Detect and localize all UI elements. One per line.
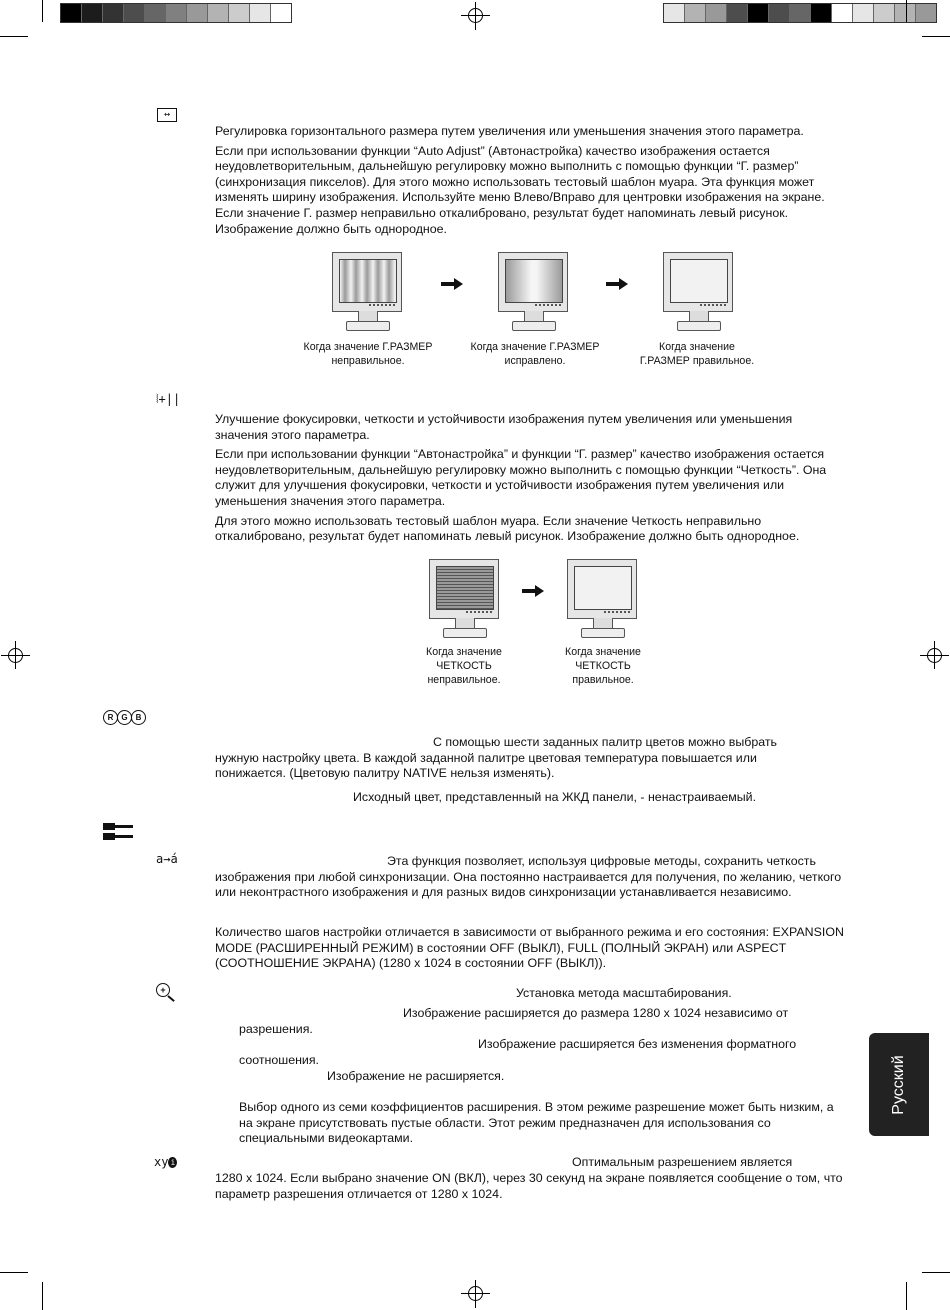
color-swatch — [874, 4, 895, 22]
color-swatch — [706, 4, 727, 22]
color-swatch — [187, 4, 208, 22]
sharp2-paragraph-1: Эта функция позволяет, используя цифровые методы, сохранить четкость изображения при любой синхронизации. Она постоянно настраивается для получения, по желанию, четкого или неконтрастного изображения и для разных видов синхронизации устанавливается независимо. — [215, 854, 842, 900]
monitor-sharpness-incorrect — [429, 559, 499, 641]
color-swatch — [103, 4, 124, 22]
color-swatch — [82, 4, 103, 22]
arrow-icon — [606, 278, 628, 290]
sharp2-paragraph-2: Количество шагов настройки отличается в зависимости от выбранного режима и его состояния: EXPANSION MODE (РАСШИРЕННЫЙ РЕЖИМ) в состоянии OFF (ВЫКЛ), FULL (ПОЛНЫЙ ЭКРАН) или ASPECT (СООТНОШЕНИЕ ЭКРАНА) (1280 x 1024 в состоянии OFF (ВЫКЛ)). — [215, 925, 844, 971]
color-swatch — [790, 4, 811, 22]
color-swatch — [685, 4, 706, 22]
expansion-line-1: Установка метода масштабирования. — [516, 986, 732, 1000]
color-swatch — [61, 4, 82, 22]
caption-hsize-correct: Когда значение Г.РАЗМЕР правильное. — [639, 341, 755, 367]
color-swatch — [208, 4, 229, 22]
expansion-full-b: разрешения. — [239, 1022, 313, 1036]
hsize-paragraph-2: Если при использовании функции “Auto Adjust” (Автонастройка) качество изображения остается неудовлетворительным, дальнейшую регулировку можно выполнить с помощью функции “Г. размер” (синхронизация пикселов). Для этого можно использовать тестовый шаблон муара. Эта функция может изменять ширину изображения. Используйте меню Влево/Вправо для центровки изображения на экране. Если значение Г. размер неправильно откалибровано, результат будет напоминать левый рисунок. Изображение должно быть однородное. — [215, 143, 825, 236]
color-swatch — [124, 4, 145, 22]
color-swatch — [166, 4, 187, 22]
language-tab — [869, 1033, 929, 1136]
expansion-custom: Выбор одного из семи коэффициентов расширения. В этом режиме разрешение может быть низким, а на экране присутствовать пустые области. Этот режим предназначен для использования со специальными видеокартами. — [239, 1100, 834, 1146]
horizontal-size-icon: ↔ — [157, 108, 177, 122]
caption-sharpness-incorrect: Когда значение ЧЕТКОСТЬ неправильное. — [426, 646, 502, 686]
fine-icon: ⦚+|| — [156, 392, 181, 406]
arrow-icon — [441, 278, 463, 290]
grayscale-bar-left — [60, 3, 292, 23]
color-swatch — [916, 4, 936, 22]
color-swatch — [769, 4, 790, 22]
color-swatch — [229, 4, 250, 22]
expansion-aspect-a: Изображение расширяется без изменения форматного — [478, 1037, 797, 1051]
hsize-text — [215, 124, 845, 237]
expansion-icon: + — [156, 983, 178, 1001]
rgb-icon: R G B — [103, 710, 146, 724]
hsize-paragraph-1: Регулировка горизонтального размера путем увеличения или уменьшения значения этого параметра. — [215, 124, 804, 138]
resolution-line-1: Оптимальным разрешением является — [572, 1155, 793, 1169]
tools-icon — [103, 821, 133, 843]
arrow-icon — [522, 585, 544, 597]
resolution-notifier-icon: xy i — [154, 1155, 177, 1169]
expansion-aspect-b: соотношения. — [239, 1053, 320, 1067]
sharpness-text — [215, 412, 847, 545]
sharpness-paragraph-3: Для этого можно использовать тестовый шаблон муара. Если значение Четкость неправильно откалибровано, результат будет напоминать левый рисунок. Изображение должно быть однородное. — [215, 513, 800, 544]
caption-sharpness-correct: Когда значение ЧЕТКОСТЬ правильное. — [565, 646, 641, 686]
resolution-paragraph: 1280 x 1024. Если выбрано значение ON (ВКЛ), через 30 секунд на экране появляется сообщение о том, что параметр разрешения отличается от 1280 x 1024. — [215, 1171, 843, 1201]
color-swatch — [727, 4, 748, 22]
caption-hsize-incorrect: Когда значение Г.РАЗМЕР неправильное. — [303, 341, 433, 367]
color-paragraph-2: Исходный цвет, представленный на ЖКД панели, - ненастраиваемый. — [353, 790, 757, 804]
color-swatch — [811, 4, 832, 22]
color-swatch — [145, 4, 166, 22]
monitor-hsize-correct — [663, 252, 733, 334]
color-swatch — [748, 4, 769, 22]
expansion-full-a: Изображение расширяется до размера 1280 x 1024 независимо от — [403, 1006, 789, 1020]
monitor-hsize-incorrect — [332, 252, 402, 334]
color-swatch — [250, 4, 271, 22]
sharpness-icon: a→á — [156, 852, 178, 866]
expansion-off: Изображение не расширяется. — [327, 1069, 505, 1083]
sharpness-paragraph-2: Если при использовании функции “Автонастройка” и функции “Г. размер” качество изображения остается неудовлетворительным, дальнейшую регулировку можно выполнить с помощью функции “Четкость”. Она служит для улучшения фокусировки, четкости и устойчивости изображения путем увеличения или уменьшения значения этого параметра. — [215, 447, 827, 508]
color-paragraph-1: С помощью шести заданных палитр цветов можно выбрать нужную настройку цвета. В каждой заданной палитре цветовая температура повышается или понижается. (Цветовую палитру NATIVE нельзя изменять). — [215, 735, 777, 781]
monitor-sharpness-correct — [567, 559, 637, 641]
color-swatch — [664, 4, 685, 22]
grayscale-bar-right — [663, 3, 937, 23]
color-swatch — [832, 4, 853, 22]
sharpness-paragraph-1: Улучшение фокусировки, четкости и устойчивости изображения путем увеличения или уменьшения значения этого параметра. — [215, 412, 793, 442]
caption-hsize-corrected: Когда значение Г.РАЗМЕР исправлено. — [470, 341, 600, 367]
color-swatch — [853, 4, 874, 22]
language-tab-label: Русский — [890, 1054, 907, 1115]
monitor-hsize-corrected — [498, 252, 568, 334]
color-swatch — [271, 4, 291, 22]
